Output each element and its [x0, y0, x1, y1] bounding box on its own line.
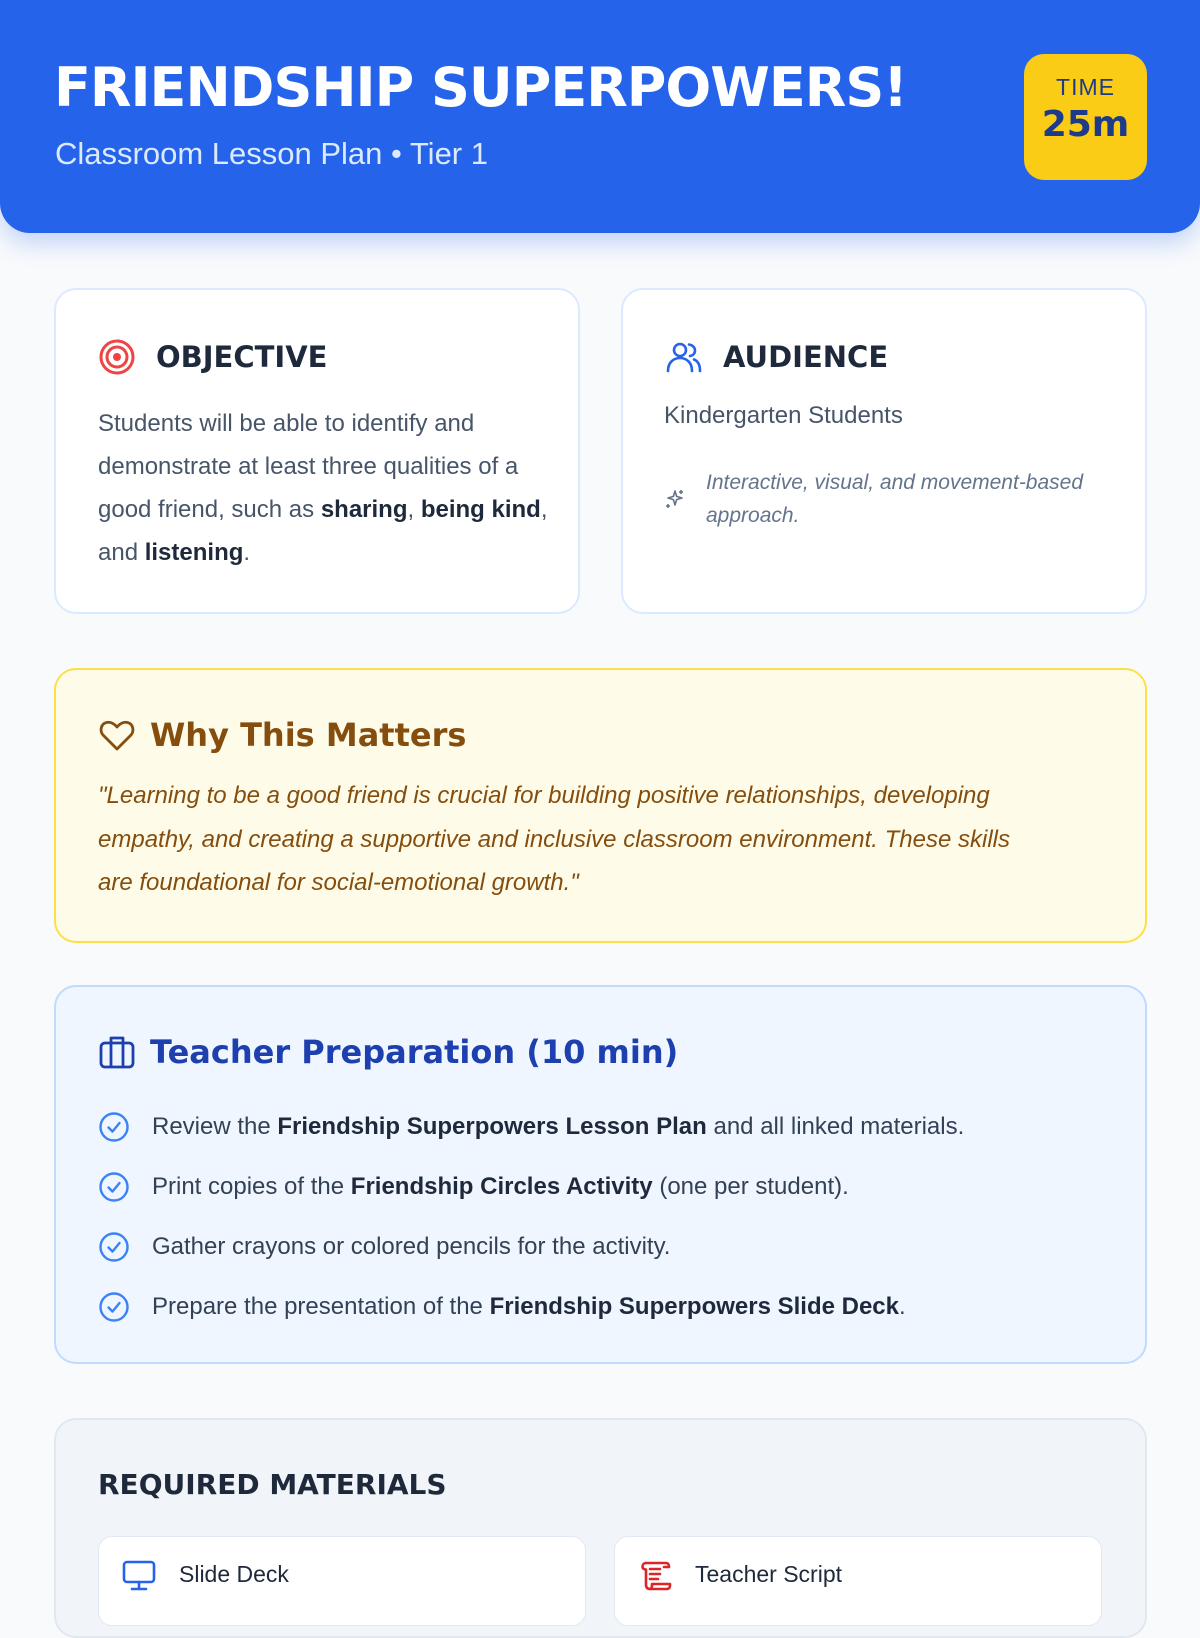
objective-text: Students will be able to identify and demonstrate at least three qualities of a good friend, such as sharing, being kind, and listening. — [98, 410, 548, 566]
time-badge — [1024, 54, 1147, 180]
required-materials-section — [54, 1418, 1147, 1638]
audience-header — [665, 338, 888, 376]
quality-listening: listening — [144, 539, 244, 566]
page-title: FRIENDSHIP SUPERPOWERS! — [54, 56, 907, 119]
target-icon — [98, 338, 136, 376]
prep-header — [98, 1033, 678, 1071]
objective-header — [98, 338, 327, 376]
material-label: Teacher Script — [695, 1561, 843, 1587]
prep-item-review — [98, 1097, 964, 1157]
audience-note-text: Interactive, visual, and movement-based approach. — [706, 471, 1084, 527]
heart-icon — [98, 716, 136, 754]
material-teacher-script[interactable] — [614, 1536, 1102, 1626]
quality-sharing: sharing — [320, 496, 408, 523]
lesson-header — [0, 0, 1200, 233]
prep-item-prepare — [98, 1277, 964, 1337]
page-subtitle: Classroom Lesson Plan • Tier 1 — [55, 136, 488, 171]
audience-text: Kindergarten Students — [664, 402, 903, 429]
prep-title: Teacher Preparation (10 min) — [150, 1033, 679, 1071]
teacher-preparation-section — [54, 985, 1147, 1364]
why-header — [98, 716, 466, 754]
prep-item-gather — [98, 1217, 964, 1277]
sparkle-icon — [664, 488, 686, 510]
prep-item-text: Prepare the presentation of the Friendship Superpowers Slide Deck. — [152, 1293, 906, 1320]
scroll-icon — [637, 1557, 673, 1593]
materials-title: REQUIRED MATERIALS — [98, 1468, 447, 1501]
objective-title: OBJECTIVE — [156, 340, 328, 374]
audience-card — [621, 288, 1147, 614]
audience-title: AUDIENCE — [723, 340, 889, 374]
prep-item-text: Gather crayons or colored pencils for the activity. — [152, 1233, 671, 1260]
audience-note — [664, 466, 1086, 532]
quality-being-kind: being kind — [420, 496, 541, 523]
material-label: Slide Deck — [179, 1561, 289, 1587]
briefcase-icon — [98, 1033, 136, 1071]
check-circle-icon — [98, 1231, 130, 1263]
prep-checklist — [98, 1097, 964, 1337]
users-icon — [665, 338, 703, 376]
prep-item-text: Review the Friendship Superpowers Lesson Plan and all linked materials. — [152, 1113, 965, 1140]
why-this-matters-section — [54, 668, 1147, 943]
why-title: Why This Matters — [150, 716, 467, 754]
check-circle-icon — [98, 1111, 130, 1143]
prep-item-print — [98, 1157, 964, 1217]
monitor-icon — [121, 1557, 157, 1593]
time-value: 25m — [1041, 104, 1130, 145]
objective-card — [54, 288, 580, 614]
check-circle-icon — [98, 1291, 130, 1323]
why-quote: "Learning to be a good friend is crucial for building positive relationships, developing empathy, and creating a supportive and inclusive classroom environment. These skills are foundational for social-emotional growth." — [98, 782, 1010, 896]
prep-item-text: Print copies of the Friendship Circles Activity (one per student). — [152, 1173, 849, 1200]
time-label: TIME — [1056, 74, 1115, 100]
material-slide-deck[interactable] — [98, 1536, 586, 1626]
check-circle-icon — [98, 1171, 130, 1203]
